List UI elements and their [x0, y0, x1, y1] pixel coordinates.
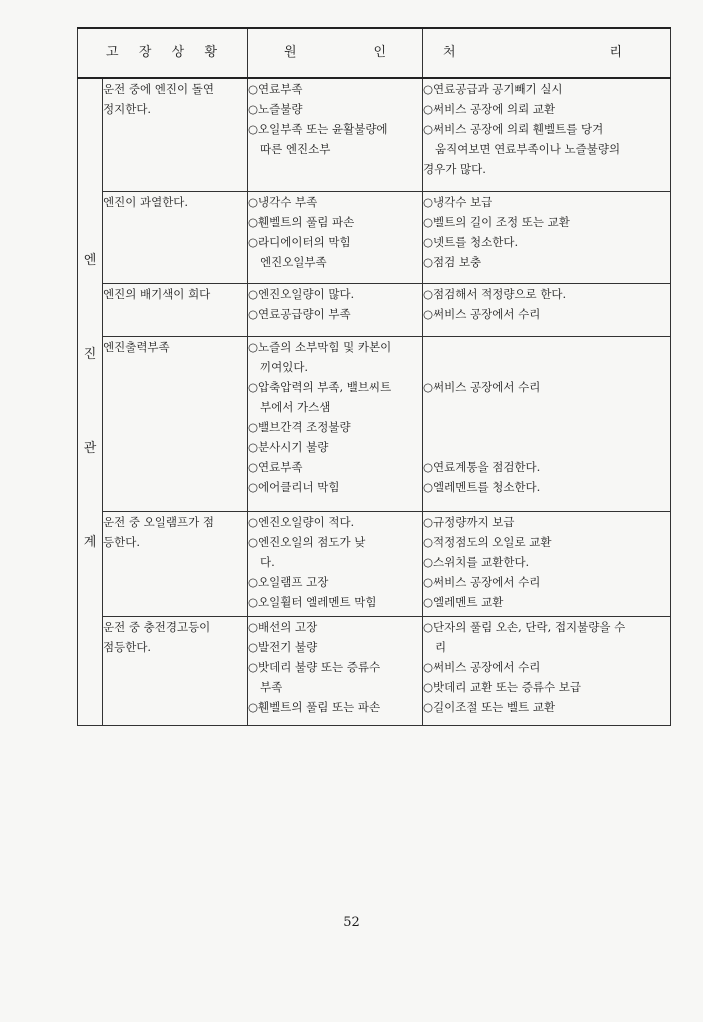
remedy-item: ○밧데리 교환 또는 증류수 보급 — [423, 680, 581, 694]
remedy-item: ○써비스 공장에서 수리 — [423, 307, 541, 321]
remedy-item: ○단자의 풀림 오손, 단락, 접지불량을 수 — [423, 620, 626, 634]
page-number: 52 — [343, 915, 360, 930]
remedy-item: ○써비스 공장에서 수리 — [423, 380, 541, 394]
cause-item: 부에서 가스샘 — [260, 400, 331, 414]
cause-item: ○연료부족 — [248, 460, 303, 474]
symptom-text: 점등한다. — [103, 640, 152, 654]
remedy-item: ○스위치를 교환한다. — [423, 555, 530, 569]
symptom-text: 엔진의 배기색이 희다 — [103, 287, 211, 301]
symptom-cell — [103, 337, 248, 512]
cause-item: ○엔진오일량이 많다. — [248, 287, 355, 301]
cause-item: ○오일부족 또는 윤활불량에 — [248, 122, 388, 136]
cause-item: ○휀벨트의 풀림 파손 — [248, 215, 355, 229]
cause-item: 따른 엔진소부 — [260, 142, 331, 156]
cause-item: ○노즐의 소부막힘 및 카본이 — [248, 340, 392, 354]
cause-item: ○엔진오일량이 적다. — [248, 515, 355, 529]
cause-item: ○냉각수 부족 — [248, 195, 318, 209]
cause-item: ○연료부족 — [248, 82, 303, 96]
spacer — [423, 357, 670, 377]
remedy-cell — [423, 512, 671, 617]
remedy-item: 움직여보면 연료부족이나 노즐불량의 — [435, 142, 621, 156]
cause-item: 다. — [260, 555, 275, 569]
cause-cell — [248, 512, 423, 617]
symptom-cell — [103, 617, 248, 726]
troubleshooting-table — [77, 27, 671, 726]
remedy-item: ○규정량까지 보급 — [423, 515, 515, 529]
cause-cell — [248, 617, 423, 726]
header-symptom-char: 장 — [138, 45, 152, 60]
remedy-item: ○점검 보충 — [423, 255, 482, 269]
table-row — [78, 78, 671, 192]
remedy-cell — [423, 284, 671, 337]
remedy-item: ○연료공급과 공기빼기 실시 — [423, 82, 563, 96]
spacer — [423, 417, 670, 437]
remedy-item: ○써비스 공장에 의뢰 휀벨트를 당겨 — [423, 122, 604, 136]
symptom-text: 등한다. — [103, 535, 140, 549]
remedy-item: ○냉각수 보급 — [423, 195, 493, 209]
cause-cell — [248, 78, 423, 192]
table-row — [78, 192, 671, 284]
remedy-item: ○써비스 공장에서 수리 — [423, 575, 541, 589]
symptom-text: 운전 중에 엔진이 돌연 — [103, 82, 214, 96]
cause-item: ○밸브간격 조정불량 — [248, 420, 351, 434]
cause-item: ○엔진오일의 점도가 낮 — [248, 535, 366, 549]
remedy-item: ○적정점도의 오일로 교환 — [423, 535, 552, 549]
table-row — [78, 337, 671, 512]
symptom-text: 엔진이 과열한다. — [103, 195, 189, 209]
header-symptom — [78, 28, 248, 78]
spacer — [423, 437, 670, 457]
header-cause-char: 원 — [284, 45, 297, 60]
spacer — [423, 337, 670, 357]
cause-item: ○분사시기 불량 — [248, 440, 329, 454]
remedy-item: 리 — [435, 640, 447, 654]
remedy-item: ○써비스 공장에서 수리 — [423, 660, 541, 674]
cause-item: 끼여있다. — [260, 360, 309, 374]
symptom-cell — [103, 284, 248, 337]
symptom-cell — [103, 78, 248, 192]
header-remedy-char: 처 — [443, 45, 456, 60]
cause-item: ○압축압력의 부족, 밸브씨트 — [248, 380, 392, 394]
remedy-item: ○벨트의 길이 조정 또는 교환 — [423, 215, 570, 229]
remedy-item: ○길이조절 또는 벨트 교환 — [423, 700, 556, 714]
cause-cell — [248, 192, 423, 284]
remedy-item: ○점검해서 적정량으로 한다. — [423, 287, 567, 301]
symptom-cell — [103, 192, 248, 284]
remedy-cell — [423, 78, 671, 192]
group-char: 엔 — [83, 253, 97, 268]
table-row — [78, 512, 671, 617]
cause-item: 엔진오일부족 — [260, 255, 327, 269]
cause-item: ○배선의 고장 — [248, 620, 318, 634]
spacer — [423, 397, 670, 417]
cause-item: ○오일램프 고장 — [248, 575, 329, 589]
header-remedy-char: 리 — [609, 45, 622, 60]
remedy-item: ○연료계통을 점검한다. — [423, 460, 541, 474]
cause-cell — [248, 337, 423, 512]
cause-item: ○에어클리너 막힘 — [248, 480, 340, 494]
header-cause — [248, 28, 423, 78]
remedy-cell — [423, 337, 671, 512]
remedy-item: 경우가 많다. — [423, 162, 486, 176]
symptom-text: 엔진출력부족 — [103, 340, 170, 354]
symptom-text: 정지한다. — [103, 102, 152, 116]
cause-item: ○연료공급량이 부족 — [248, 307, 351, 321]
header-symptom-char: 황 — [204, 45, 217, 60]
cause-item: ○노즐불량 — [248, 102, 303, 116]
group-char: 관 — [83, 441, 97, 456]
cause-item: ○밧데리 불량 또는 증류수 — [248, 660, 381, 674]
remedy-item: ○넷트를 청소한다. — [423, 235, 519, 249]
remedy-item: ○써비스 공장에 의뢰 교환 — [423, 102, 556, 116]
remedy-cell — [423, 192, 671, 284]
remedy-item: ○엘레멘트 교환 — [423, 595, 504, 609]
symptom-text: 운전 중 오일램프가 점 — [103, 515, 214, 529]
cause-item: ○휀벨트의 풀림 또는 파손 — [248, 700, 381, 714]
group-char: 진 — [83, 347, 97, 362]
symptom-text: 운전 중 충전경고등이 — [103, 620, 211, 634]
cause-cell — [248, 284, 423, 337]
cause-item: ○발전기 불량 — [248, 640, 318, 654]
group-label-engine — [78, 78, 103, 726]
remedy-item: ○엘레멘트를 청소한다. — [423, 480, 541, 494]
cause-item: ○라디에이터의 막힘 — [248, 235, 351, 249]
header-symptom-char: 상 — [171, 45, 185, 60]
cause-item: ○오일휠터 엘레멘트 막힘 — [248, 595, 377, 609]
header-remedy — [423, 28, 671, 78]
table-header-row — [78, 28, 671, 78]
table-row — [78, 617, 671, 726]
cause-item: 부족 — [260, 680, 283, 694]
symptom-cell — [103, 512, 248, 617]
group-char: 계 — [83, 535, 97, 550]
table-row — [78, 284, 671, 337]
remedy-cell — [423, 617, 671, 726]
header-symptom-char: 고 — [106, 45, 119, 60]
header-cause-char: 인 — [373, 45, 386, 60]
